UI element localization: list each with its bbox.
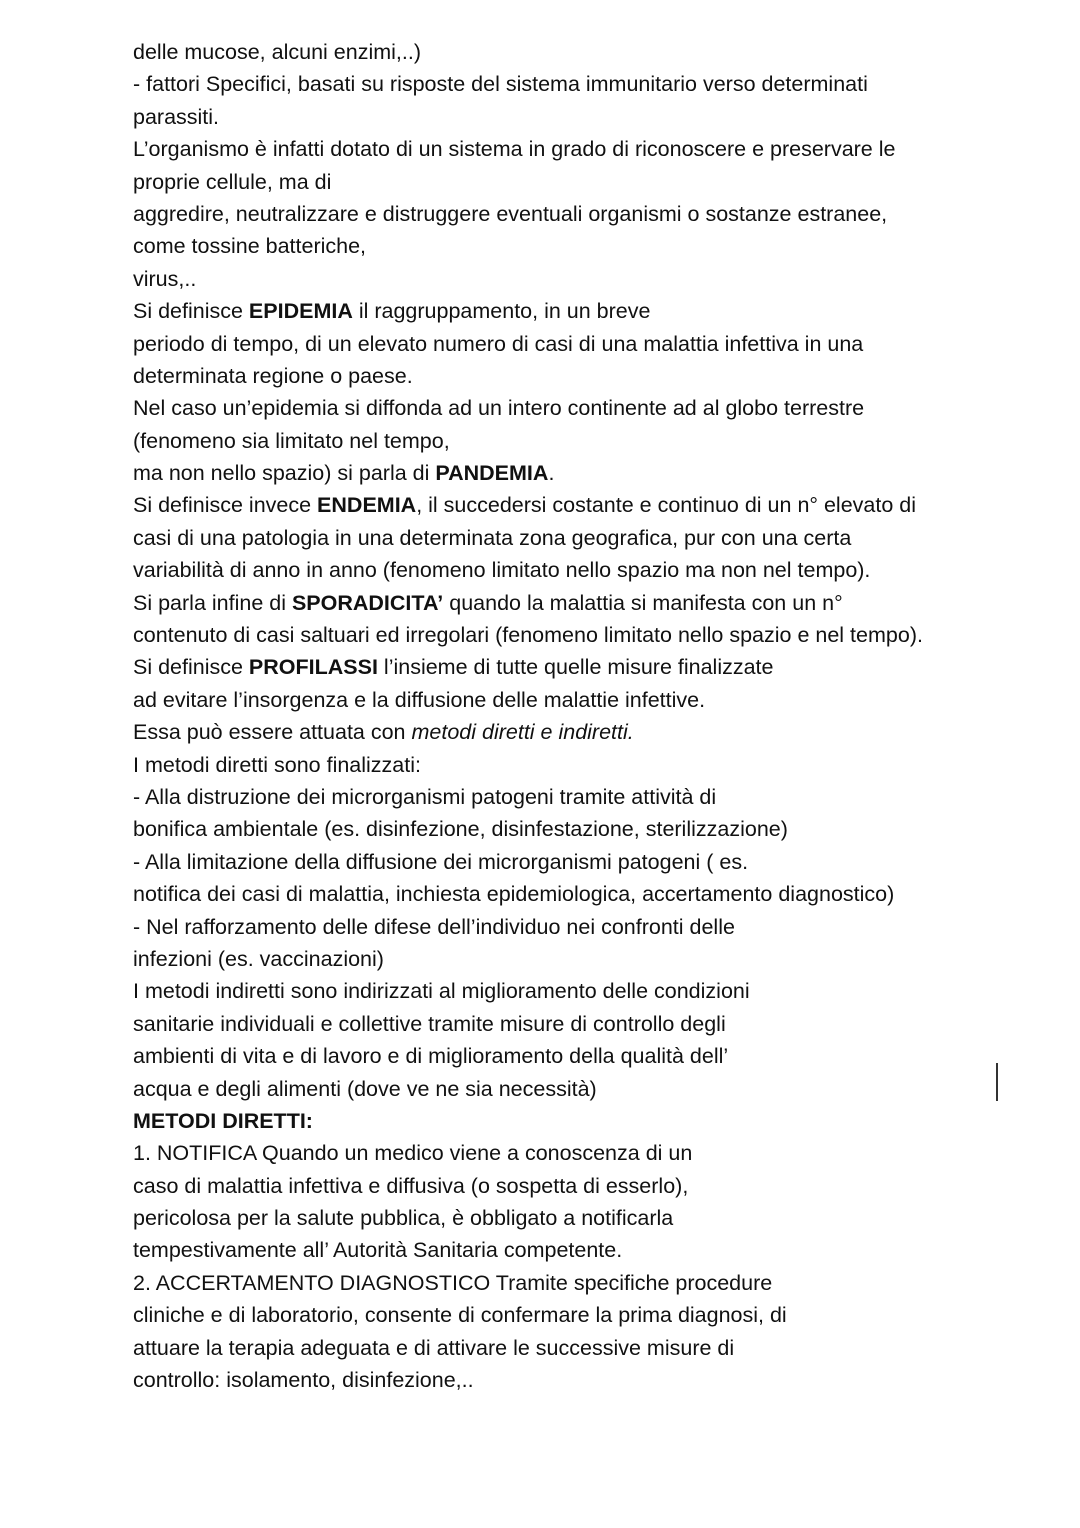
- line-text: pericolosa per la salute pubblica, è obbligato a notificarla: [133, 1206, 674, 1231]
- text-line: [133, 684, 1033, 716]
- bold-term: METODI DIRETTI:: [133, 1108, 313, 1133]
- line-text: tempestivamente all’ Autorità Sanitaria competente.: [133, 1238, 623, 1263]
- text-line: [133, 975, 1033, 1007]
- text-line: [133, 1137, 1033, 1169]
- text-line: [133, 328, 1033, 360]
- document-page: [133, 36, 1033, 1396]
- italic-text: metodi diretti e indiretti.: [411, 720, 634, 745]
- text-line: [133, 554, 1033, 586]
- line-text: Nel caso un’epidemia si diffonda ad un intero continente ad al globo terrestre: [133, 396, 865, 421]
- line-text: Si definisce: [133, 299, 249, 324]
- text-line: [133, 68, 1033, 100]
- line-text: 1. NOTIFICA Quando un medico viene a conoscenza di un: [133, 1141, 693, 1166]
- text-line: [133, 1202, 1033, 1234]
- text-line: [133, 1008, 1033, 1040]
- line-text: L’organismo è infatti dotato di un sistema in grado di riconoscere e preservare le: [133, 137, 896, 162]
- line-text: - Nel rafforzamento delle difese dell’individuo nei confronti delle: [133, 914, 735, 939]
- line-text: contenuto di casi saltuari ed irregolari (fenomeno limitato nello spazio e nel tempo).: [133, 623, 923, 648]
- line-text: (fenomeno sia limitato nel tempo,: [133, 428, 450, 453]
- text-line: [133, 1332, 1033, 1364]
- line-text: determinata regione o paese.: [133, 363, 413, 388]
- line-text: l’insieme di tutte quelle misure finalizzate: [377, 655, 774, 680]
- line-text: aggredire, neutralizzare e distruggere eventuali organismi o sostanze estranee,: [133, 201, 888, 226]
- line-text: I metodi diretti sono finalizzati:: [133, 752, 421, 777]
- line-text: il raggruppamento, in un breve: [352, 299, 651, 324]
- bold-term: PANDEMIA: [435, 461, 549, 486]
- line-text: .: [548, 461, 555, 486]
- bold-term: EPIDEMIA: [248, 299, 353, 324]
- line-text: Si definisce invece: [133, 493, 318, 518]
- bold-term: PROFILASSI: [248, 655, 378, 680]
- text-line: [133, 619, 1033, 651]
- line-text: - Alla limitazione della diffusione dei microrganismi patogeni ( es.: [133, 849, 749, 874]
- text-line: [133, 1267, 1033, 1299]
- line-text: cliniche e di laboratorio, consente di confermare la prima diagnosi, di: [133, 1303, 787, 1328]
- line-text: - fattori Specifici, basati su risposte del sistema immunitario verso determinati: [133, 72, 868, 97]
- line-text: notifica dei casi di malattia, inchiesta epidemiologica, accertamento diagnostico): [133, 882, 895, 907]
- line-text: I metodi indiretti sono indirizzati al miglioramento delle condizioni: [133, 979, 750, 1004]
- text-line: [133, 522, 1033, 554]
- line-text: - Alla distruzione dei microrganismi patogeni tramite attività di: [133, 784, 717, 809]
- text-line: [133, 425, 1033, 457]
- line-text: come tossine batteriche,: [133, 234, 367, 259]
- text-line: [133, 1073, 1033, 1105]
- text-line: [133, 133, 1033, 165]
- bold-term: ENDEMIA: [317, 493, 417, 518]
- text-line: [133, 489, 1033, 521]
- text-line: [133, 749, 1033, 781]
- line-text: delle mucose, alcuni enzimi,..): [133, 40, 421, 64]
- text-line: [133, 1040, 1033, 1072]
- line-text: Si definisce: [133, 655, 249, 680]
- line-text: ad evitare l’insorgenza e la diffusione delle malattie infettive.: [133, 687, 706, 712]
- line-text: periodo di tempo, di un elevato numero di casi di una malattia infettiva in una: [133, 331, 864, 356]
- line-text: bonifica ambientale (es. disinfezione, disinfestazione, sterilizzazione): [133, 817, 788, 842]
- line-text: casi di una patologia in una determinata zona geografica, pur con una certa: [133, 525, 852, 550]
- text-line: [133, 1234, 1033, 1266]
- text-line: [133, 943, 1033, 975]
- line-text: parassiti.: [133, 104, 220, 129]
- text-line: [133, 263, 1033, 295]
- line-text: variabilità di anno in anno (fenomeno limitato nello spazio ma non nel tempo).: [133, 558, 871, 583]
- line-text: ambienti di vita e di lavoro e di miglioramento della qualità dell’: [133, 1044, 729, 1069]
- text-line: [133, 36, 1033, 68]
- text-line: [133, 1170, 1033, 1202]
- line-text: Essa può essere attuata con: [133, 720, 412, 745]
- margin-mark: [996, 1063, 998, 1101]
- line-text: acqua e degli alimenti (dove ve ne sia necessità): [133, 1076, 597, 1101]
- text-line: [133, 230, 1033, 262]
- text-line: [133, 911, 1033, 943]
- line-text: ma non nello spazio) si parla di: [133, 461, 436, 486]
- line-text: infezioni (es. vaccinazioni): [133, 946, 384, 971]
- line-text: caso di malattia infettiva e diffusiva (o sospetta di esserlo),: [133, 1173, 689, 1198]
- text-line: [133, 1299, 1033, 1331]
- text-line: [133, 1364, 1033, 1396]
- text-line: [133, 781, 1033, 813]
- text-line: [133, 1105, 1033, 1137]
- text-line: [133, 295, 1033, 327]
- text-line: [133, 101, 1033, 133]
- line-text: sanitarie individuali e collettive tramite misure di controllo degli: [133, 1011, 726, 1036]
- text-line: [133, 360, 1033, 392]
- text-line: [133, 878, 1033, 910]
- text-line: [133, 392, 1033, 424]
- bold-term: SPORADICITA’: [291, 590, 444, 615]
- text-line: [133, 587, 1033, 619]
- text-line: [133, 166, 1033, 198]
- line-text: quando la malattia si manifesta con un n°: [443, 590, 843, 615]
- line-text: , il succedersi costante e continuo di un n° elevato di: [416, 493, 917, 518]
- line-text: 2. ACCERTAMENTO DIAGNOSTICO Tramite specifiche procedure: [133, 1270, 773, 1295]
- text-line: [133, 716, 1033, 748]
- line-text: proprie cellule, ma di: [133, 169, 332, 194]
- line-text: controllo: isolamento, disinfezione,..: [133, 1368, 474, 1393]
- text-line: [133, 813, 1033, 845]
- text-line: [133, 198, 1033, 230]
- text-line: [133, 651, 1033, 683]
- line-text: attuare la terapia adeguata e di attivare le successive misure di: [133, 1335, 735, 1360]
- line-text: virus,..: [133, 266, 197, 291]
- text-line: [133, 457, 1033, 489]
- line-text: Si parla infine di: [133, 590, 292, 615]
- text-line: [133, 846, 1033, 878]
